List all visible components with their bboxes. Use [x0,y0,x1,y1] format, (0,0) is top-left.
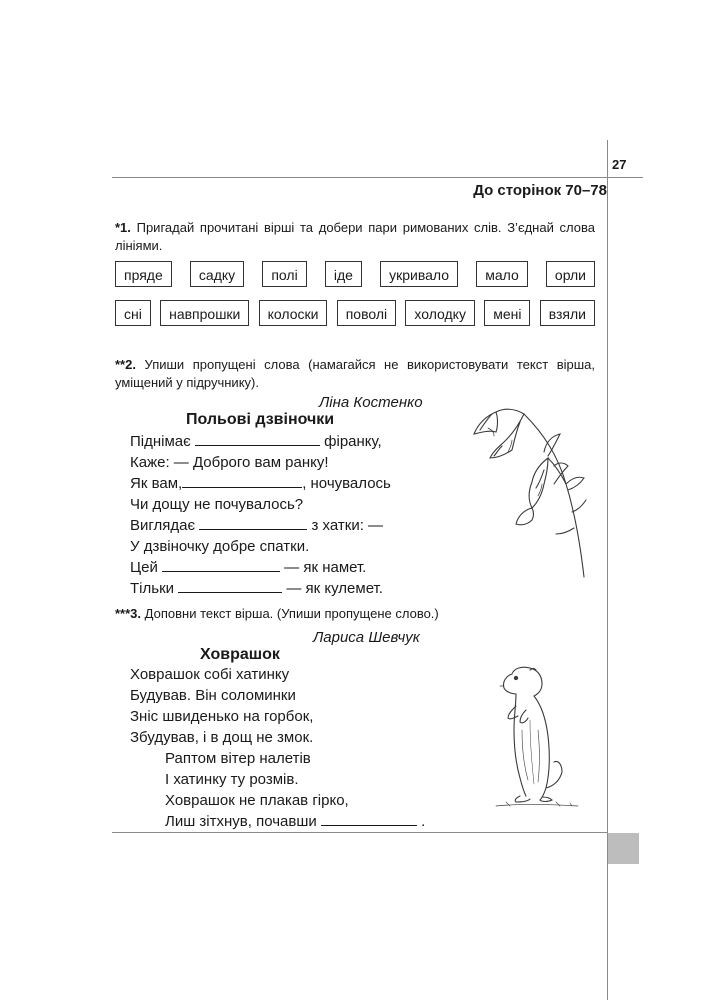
section-heading: До сторінок 70–78 [473,182,607,199]
word-box[interactable]: сні [115,300,151,326]
poem-line [130,557,391,578]
poem-line: Ховрашок собі хатинку [130,666,290,683]
answer-blank[interactable] [178,578,282,593]
poem-line [130,431,391,452]
task-1-number: *1. [115,220,131,235]
line-text: — як намет. [284,559,367,576]
word-row-2 [115,300,595,326]
bottom-rule [112,832,608,833]
poem-line [130,494,391,515]
task-2-number: **2. [115,357,136,372]
word-box[interactable]: орли [546,261,595,287]
word-box[interactable]: поволі [337,300,396,326]
answer-blank[interactable] [195,431,320,446]
task-3-number: ***3. [115,606,142,621]
task-3-text: Доповни текст вірша. (Упиши пропущене слово.) [144,606,439,621]
answer-blank[interactable] [199,515,307,530]
poem-line [130,473,391,494]
line-text: — як кулемет. [286,580,383,597]
word-box[interactable]: укривало [380,261,458,287]
poem-2-author: Лариса Шевчук [313,629,420,646]
line-text: У дзвіночку добре спатки. [130,538,310,555]
line-text: Як вам, [130,475,183,492]
line-text: , ночувалось [302,475,391,492]
word-box[interactable]: полі [262,261,306,287]
margin-line-vertical [607,140,608,1000]
line-text: з хатки: — [311,517,384,534]
answer-blank[interactable] [182,473,302,488]
word-box[interactable]: холодку [405,300,475,326]
poem-line [130,515,391,536]
poem-1-title: Польові дзвіночки [186,411,335,428]
word-box[interactable]: взяли [540,300,595,326]
answer-blank[interactable] [162,557,280,572]
top-rule-margin [608,177,643,178]
top-rule [112,177,608,178]
line-text: Цей [130,559,158,576]
line-text: Виглядає [130,517,196,534]
word-row-1 [115,261,595,287]
poem-1-author: Ліна Костенко [319,394,423,411]
line-end-mark: . [421,813,426,830]
task-1-instruction [115,219,595,255]
task-1-text: Пригадай прочитані вірші та добери пари римованих слів. З’єднай слова лініями. [115,220,595,253]
gopher-illustration [486,660,586,810]
word-box[interactable]: колоски [259,300,328,326]
poem-line [130,578,391,599]
poem-line [130,811,425,832]
word-box[interactable]: іде [325,261,362,287]
answer-blank[interactable] [321,811,417,826]
line-text: Тільки [130,580,175,597]
poem-2-body [130,664,425,832]
page-number: 27 [612,157,627,172]
poem-line [130,452,391,473]
task-3-instruction [115,605,595,623]
word-box[interactable]: мало [476,261,528,287]
word-box[interactable]: навпрошки [160,300,249,326]
poem-line: Зніс швиденько на горбок, [130,708,314,725]
task-2-text: Упиши пропущені слова (намагайся не використовувати текст вірша, уміщений у підручнику). [115,357,595,390]
bellflower-illustration [462,392,602,582]
corner-marker [608,833,639,864]
poem-line: Будував. Він соломинки [130,687,296,704]
word-box[interactable]: садку [190,261,244,287]
poem-line: Збудував, і в дощ не змок. [130,729,314,746]
task-2-instruction [115,356,595,392]
poem-1-body [130,431,391,599]
poem-line: Ховрашок не плакав гірко, [165,792,349,809]
line-text: Піднімає [130,433,191,450]
line-text: Чи дощу не почувалось? [130,496,304,513]
line-text: Каже: — Доброго вам ранку! [130,454,329,471]
line-text: фіранку, [324,433,382,450]
word-box[interactable]: пряде [115,261,172,287]
word-box[interactable]: мені [484,300,530,326]
poem-2-title: Ховрашок [200,646,280,663]
poem-line: І хатинку ту розмів. [165,771,299,788]
poem-line [130,536,391,557]
poem-line: Раптом вітер налетів [165,750,311,767]
line-text: Лиш зітхнув, почавши [165,813,317,830]
